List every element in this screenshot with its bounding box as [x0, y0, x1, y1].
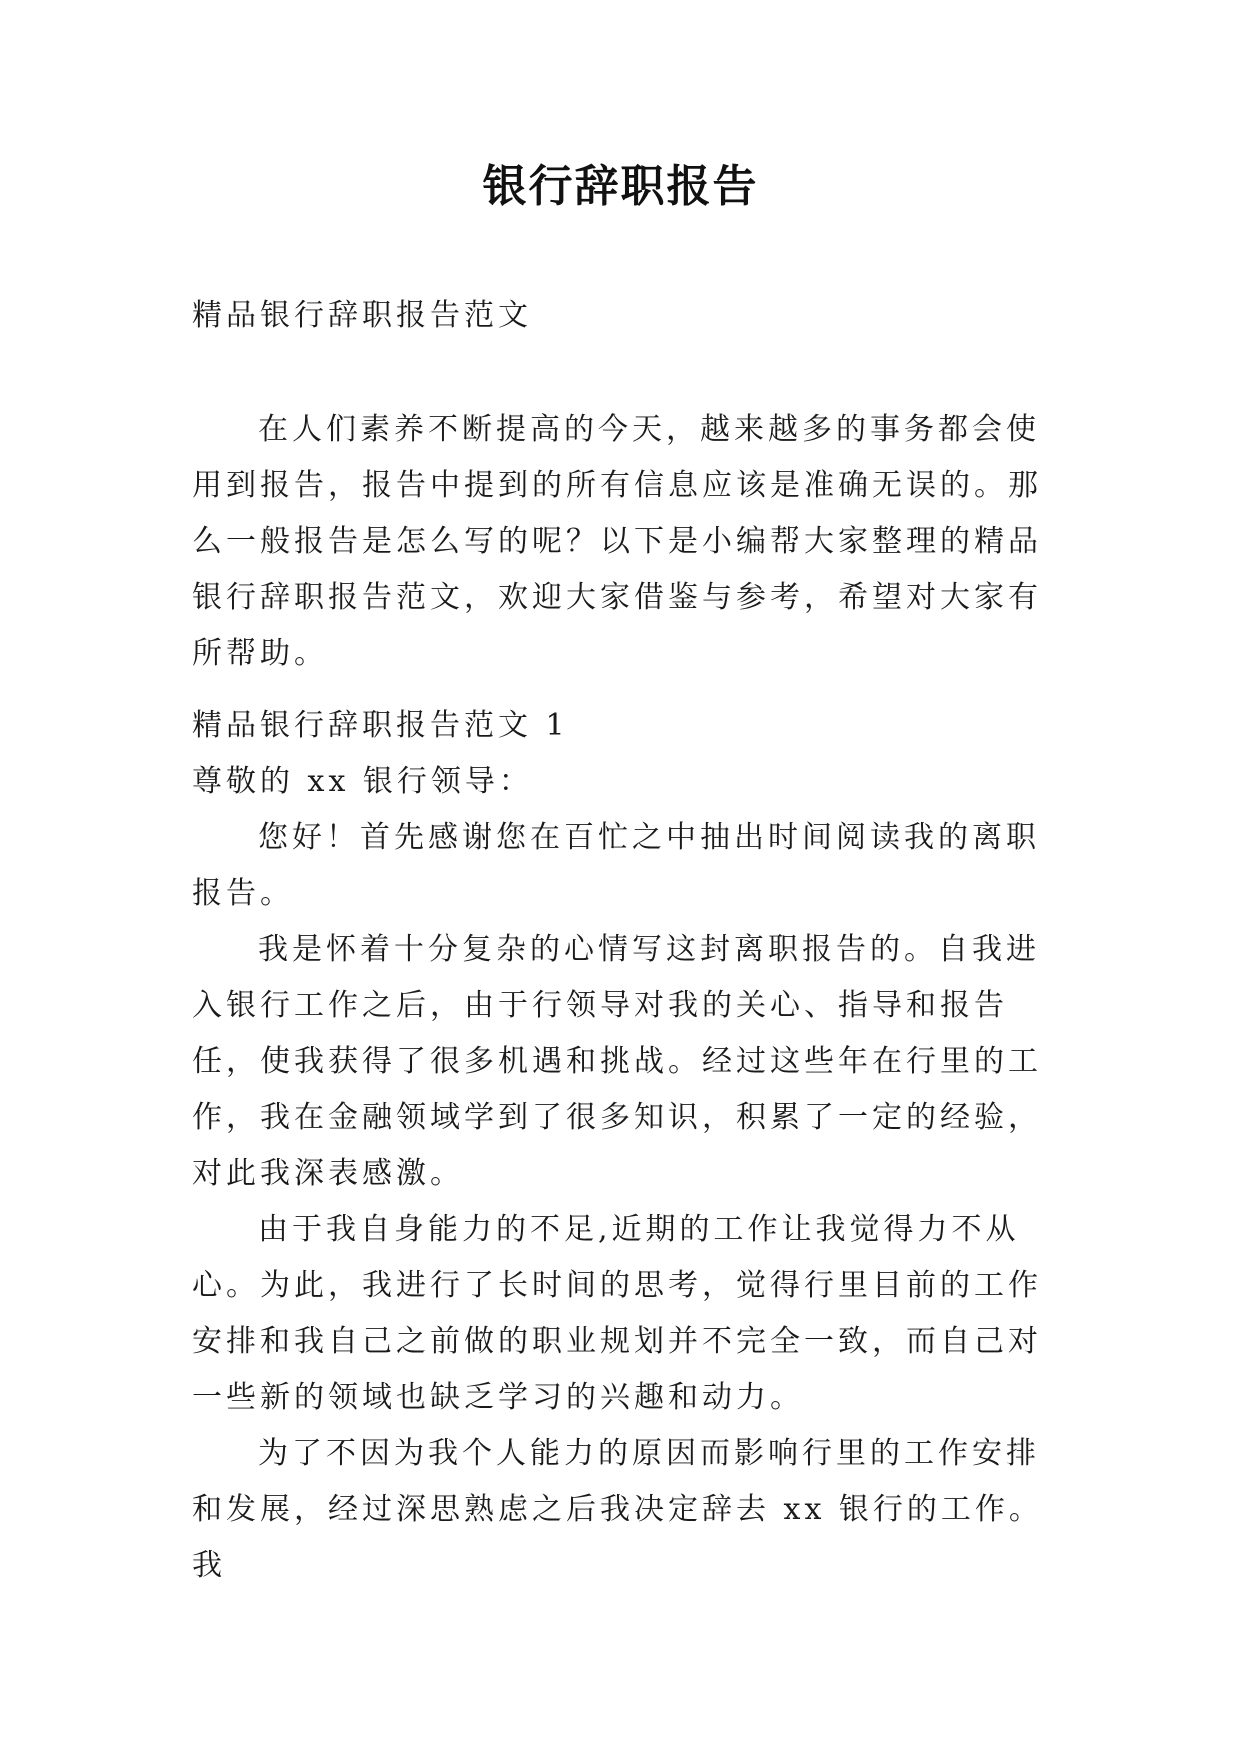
document-title: 银行辞职报告 [482, 161, 759, 212]
section-heading: 精品银行辞职报告范文 1 [192, 708, 569, 743]
document-subtitle: 精品银行辞职报告范文 [192, 298, 532, 333]
letter-paragraph: 您好！首先感谢您在百忙之中抽出时间阅读我的离职报告。 [192, 820, 1040, 911]
salutation: 尊敬的 xx 银行领导： [192, 764, 533, 799]
letter-paragraph: 我是怀着十分复杂的心情写这封离职报告的。自我进入银行工作之后，由于行领导对我的关心、指导和报告任，使我获得了很多机遇和挑战。经过这些年在行里的工作，我在金融领域学到了很多知识，积累了一定的经验，对此我深表感激。 [192, 932, 1042, 1191]
letter-body [192, 698, 1050, 1594]
intro-paragraph: 在人们素养不断提高的今天，越来越多的事务都会使用到报告，报告中提到的所有信息应该是准确无误的。那么一般报告是怎么写的呢？以下是小编帮大家整理的精品银行辞职报告范文，欢迎大家借鉴与参考，希望对大家有所帮助。 [192, 412, 1042, 671]
letter-paragraph: 由于我自身能力的不足,近期的工作让我觉得力不从心。为此，我进行了长时间的思考，觉得行里目前的工作安排和我自己之前做的职业规划并不完全一致，而自己对一些新的领域也缺乏学习的兴趣和动力。 [192, 1212, 1042, 1415]
letter-paragraph: 为了不因为我个人能力的原因而影响行里的工作安排和发展，经过深思熟虑之后我决定辞去 xx 银行的工作。我 [192, 1436, 1043, 1583]
